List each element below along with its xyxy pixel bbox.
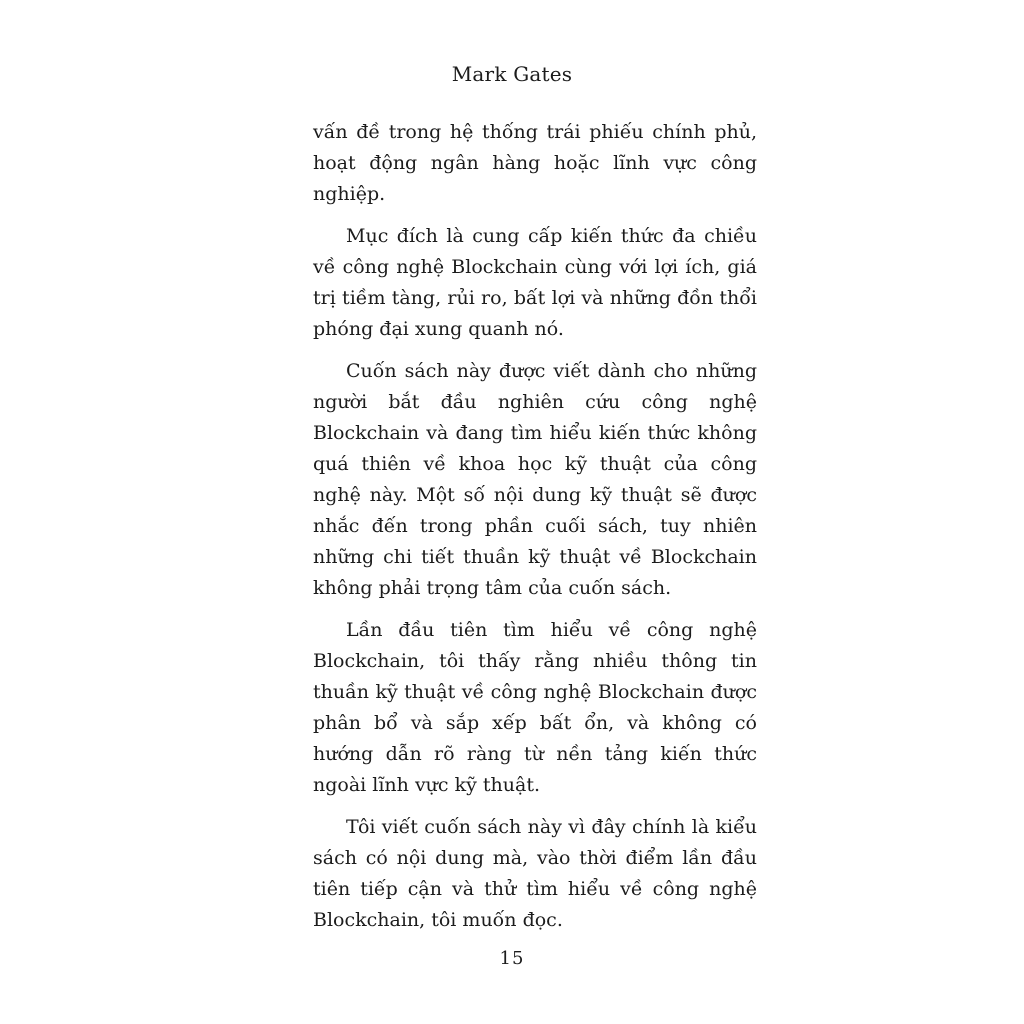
- paragraph-first-research: Lần đầu tiên tìm hiểu về công nghệ Blockchain, tôi thấy rằng nhiều thông tin thuần kỹ thuật về công nghệ Blockchain được phân bổ và sắp xếp bất ổn, và không có hướng dẫn rõ ràng từ nền tảng kiến thức ngoài lĩnh vực kỹ thuật.: [313, 619, 757, 796]
- body-text: [313, 117, 757, 947]
- paragraph-continued: vấn đề trong hệ thống trái phiếu chính phủ, hoạt động ngân hàng hoặc lĩnh vực công nghiệp.: [313, 121, 757, 205]
- paragraph-purpose: Mục đích là cung cấp kiến thức đa chiều về công nghệ Blockchain cùng với lợi ích, giá trị tiềm tàng, rủi ro, bất lợi và những đồn thổi phóng đại xung quanh nó.: [313, 225, 757, 340]
- running-header-author: Mark Gates: [451, 62, 573, 86]
- page-number: 15: [499, 948, 525, 969]
- paragraph-motivation: Tôi viết cuốn sách này vì đây chính là kiểu sách có nội dung mà, vào thời điểm lần đầu tiên tiếp cận và thử tìm hiểu về công nghệ Blockchain, tôi muốn đọc.: [313, 816, 757, 931]
- paragraph-audience: Cuốn sách này được viết dành cho những người bắt đầu nghiên cứu công nghệ Blockchain và đang tìm hiểu kiến thức không quá thiên về khoa học kỹ thuật của công nghệ này. Một số nội dung kỹ thuật sẽ được nhắc đến trong phần cuối sách, tuy nhiên những chi tiết thuần kỹ thuật về Blockchain không phải trọng tâm của cuốn sách.: [313, 360, 757, 599]
